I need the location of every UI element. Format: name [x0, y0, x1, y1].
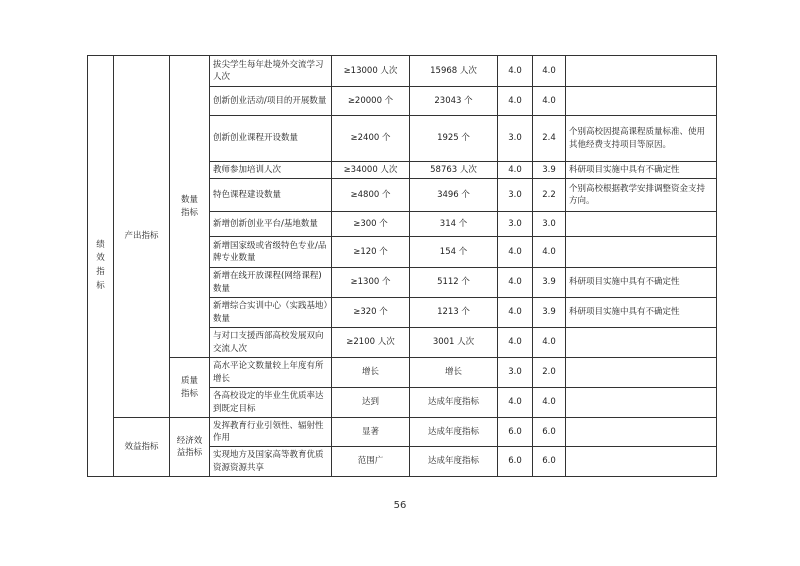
performance-indicator-table [87, 55, 717, 477]
target-cell: ≥34000 人次 [332, 162, 410, 179]
weight-cell: 4.0 [498, 162, 533, 179]
score-cell: 3.0 [533, 212, 566, 237]
score-cell: 4.0 [533, 328, 566, 358]
actual-cell: 23043 个 [410, 87, 498, 116]
actual-cell: 58763 人次 [410, 162, 498, 179]
weight-cell: 4.0 [498, 298, 533, 328]
page-number: 56 [393, 500, 407, 511]
target-cell: 显著 [332, 418, 410, 447]
score-cell: 2.0 [533, 358, 566, 388]
note-cell [566, 358, 717, 388]
indicator-cell: 实现地方及国家高等教育优质资源资源共享 [210, 447, 332, 477]
actual-cell: 314 个 [410, 212, 498, 237]
target-cell: ≥4800 个 [332, 179, 410, 212]
score-cell: 6.0 [533, 418, 566, 447]
table-row [88, 358, 717, 388]
target-cell: ≥320 个 [332, 298, 410, 328]
economic-benefit-label: 经济效 益指标 [170, 418, 210, 477]
note-cell: 科研项目实施中具有不确定性 [566, 268, 717, 298]
weight-cell: 4.0 [498, 56, 533, 87]
indicator-cell: 新增创新创业平台/基地数量 [210, 212, 332, 237]
note-cell: 科研项目实施中具有不确定性 [566, 298, 717, 328]
actual-cell: 达成年度指标 [410, 418, 498, 447]
indicator-cell: 新增在线开放课程(网络课程)数量 [210, 268, 332, 298]
indicator-cell: 各高校设定的毕业生优质率达到既定目标 [210, 388, 332, 418]
weight-cell: 4.0 [498, 87, 533, 116]
actual-cell: 1925 个 [410, 116, 498, 162]
score-cell: 3.9 [533, 162, 566, 179]
actual-cell: 1213 个 [410, 298, 498, 328]
indicator-cell: 新增综合实训中心（实践基地）数量 [210, 298, 332, 328]
target-cell: ≥20000 个 [332, 87, 410, 116]
indicator-cell: 创新创业活动/项目的开展数量 [210, 87, 332, 116]
score-cell: 4.0 [533, 388, 566, 418]
weight-cell: 3.0 [498, 179, 533, 212]
actual-cell: 达成年度指标 [410, 388, 498, 418]
indicator-cell: 拔尖学生每年赴境外交流学习人次 [210, 56, 332, 87]
weight-cell: 3.0 [498, 358, 533, 388]
score-cell: 2.2 [533, 179, 566, 212]
indicator-cell: 高水平论文数量较上年度有所增长 [210, 358, 332, 388]
target-cell: 达到 [332, 388, 410, 418]
target-cell: ≥1300 个 [332, 268, 410, 298]
table-row [88, 418, 717, 447]
actual-cell: 5112 个 [410, 268, 498, 298]
note-cell [566, 56, 717, 87]
table-row [88, 56, 717, 87]
indicator-cell: 特色课程建设数量 [210, 179, 332, 212]
indicator-cell: 与对口支援西部高校发展双向交流人次 [210, 328, 332, 358]
note-cell [566, 212, 717, 237]
indicator-cell: 发挥教育行业引领性、辐射性作用 [210, 418, 332, 447]
score-cell: 2.4 [533, 116, 566, 162]
indicator-cell: 教师参加培训人次 [210, 162, 332, 179]
weight-cell: 3.0 [498, 116, 533, 162]
actual-cell: 达成年度指标 [410, 447, 498, 477]
actual-cell: 15968 人次 [410, 56, 498, 87]
target-cell: 范围广 [332, 447, 410, 477]
score-cell: 4.0 [533, 237, 566, 268]
note-cell [566, 447, 717, 477]
target-cell: ≥2400 个 [332, 116, 410, 162]
quantity-indicator-label: 数量 指标 [170, 56, 210, 358]
target-cell: 增长 [332, 358, 410, 388]
weight-cell: 4.0 [498, 268, 533, 298]
weight-cell: 4.0 [498, 328, 533, 358]
note-cell [566, 87, 717, 116]
actual-cell: 增长 [410, 358, 498, 388]
note-cell [566, 388, 717, 418]
target-cell: ≥13000 人次 [332, 56, 410, 87]
note-cell [566, 237, 717, 268]
note-cell [566, 328, 717, 358]
actual-cell: 3496 个 [410, 179, 498, 212]
actual-cell: 3001 人次 [410, 328, 498, 358]
weight-cell: 4.0 [498, 388, 533, 418]
note-cell [566, 418, 717, 447]
note-cell: 个别高校因提高课程质量标准、使用其他经费支持项目等原因。 [566, 116, 717, 162]
score-cell: 6.0 [533, 447, 566, 477]
weight-cell: 6.0 [498, 418, 533, 447]
score-cell: 3.9 [533, 298, 566, 328]
benefit-indicator-label: 效益指标 [114, 418, 170, 477]
output-indicator-label: 产出指标 [114, 56, 170, 418]
weight-cell: 4.0 [498, 237, 533, 268]
target-cell: ≥300 个 [332, 212, 410, 237]
note-cell: 个别高校根据教学安排调整资金支持方向。 [566, 179, 717, 212]
actual-cell: 154 个 [410, 237, 498, 268]
score-cell: 4.0 [533, 56, 566, 87]
target-cell: ≥120 个 [332, 237, 410, 268]
indicator-cell: 创新创业课程开设数量 [210, 116, 332, 162]
weight-cell: 3.0 [498, 212, 533, 237]
target-cell: ≥2100 人次 [332, 328, 410, 358]
score-cell: 4.0 [533, 87, 566, 116]
indicator-cell: 新增国家级或省级特色专业/品牌专业数量 [210, 237, 332, 268]
note-cell: 科研项目实施中具有不确定性 [566, 162, 717, 179]
score-cell: 3.9 [533, 268, 566, 298]
performance-indicator-label: 绩 效 指 标 [88, 56, 114, 477]
quality-indicator-label: 质量 指标 [170, 358, 210, 418]
weight-cell: 6.0 [498, 447, 533, 477]
